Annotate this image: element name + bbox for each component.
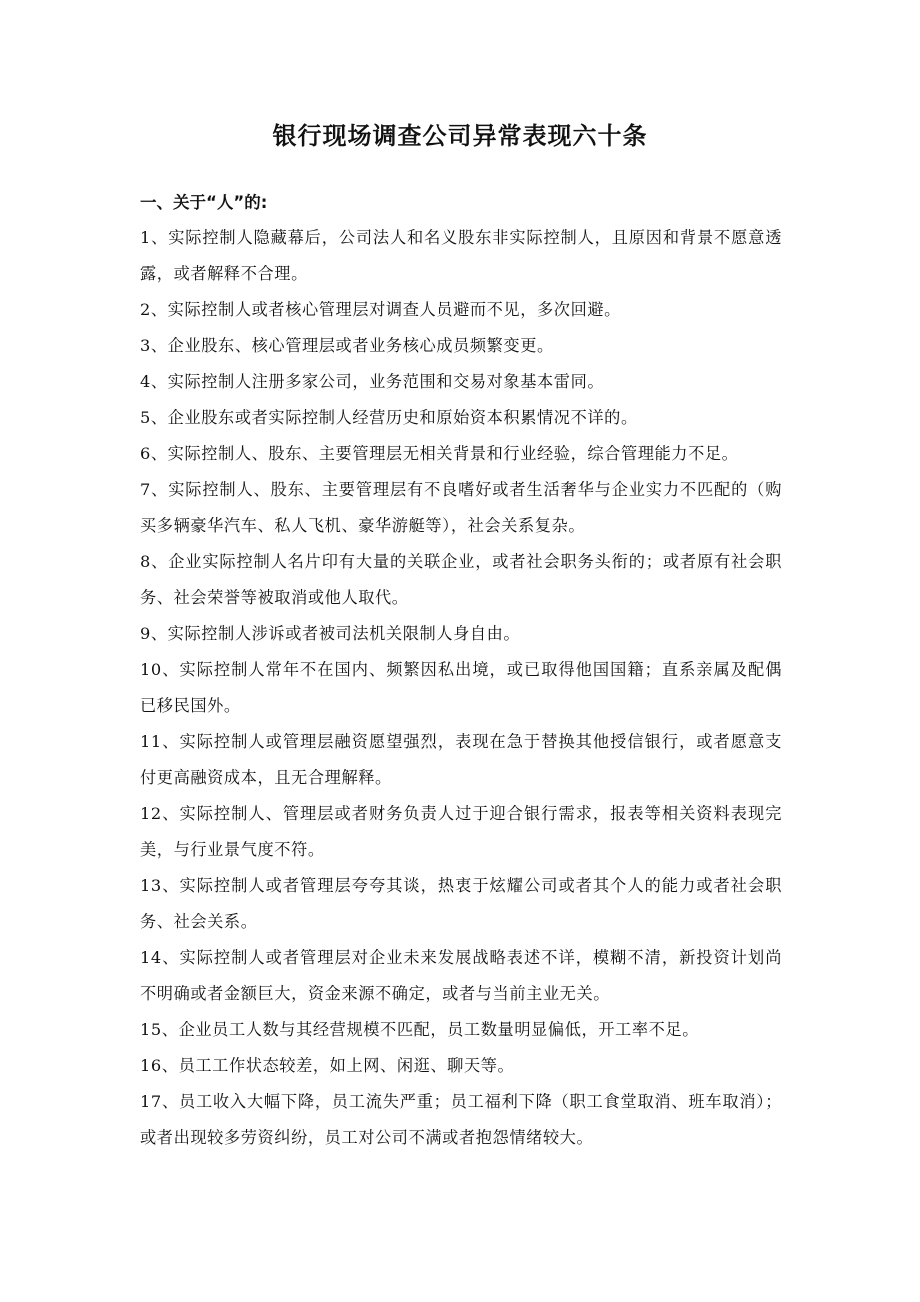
list-item: 10、实际控制人常年不在国内、频繁因私出境，或已取得他国国籍；直系亲属及配偶已移民国外。: [140, 660, 782, 715]
list-item: 1、实际控制人隐藏幕后，公司法人和名义股东非实际控制人，且原因和背景不愿意透露，或者解释不合理。: [140, 228, 782, 283]
list-item: 3、企业股东、核心管理层或者业务核心成员频繁变更。: [140, 336, 554, 355]
list-item: 2、实际控制人或者核心管理层对调查人员避而不见，多次回避。: [140, 300, 621, 319]
list-item: 16、员工工作状态较差，如上网、闲逛、聊天等。: [140, 1056, 515, 1075]
list-item: 5、企业股东或者实际控制人经营历史和原始资本积累情况不详的。: [140, 408, 638, 427]
list-item: 15、企业员工人数与其经营规模不匹配，员工数量明显偏低，开工率不足。: [140, 1020, 699, 1039]
section-heading: 一、关于“人”的:: [140, 193, 268, 212]
list-item: 11、实际控制人或管理层融资愿望强烈，表现在急于替换其他授信银行，或者愿意支付更高融资成本，且无合理解释。: [140, 732, 782, 787]
list-item: 14、实际控制人或者管理层对企业未来发展战略表述不详，模糊不清，新投资计划尚不明确或者金额巨大，资金来源不确定，或者与当前主业无关。: [140, 948, 782, 1003]
list-item: 8、企业实际控制人名片印有大量的关联企业，或者社会职务头衔的；或者原有社会职务、社会荣誉等被取消或他人取代。: [140, 552, 782, 607]
list-item: 7、实际控制人、股东、主要管理层有不良嗜好或者生活奢华与企业实力不匹配的（购买多辆豪华汽车、私人飞机、豪华游艇等），社会关系复杂。: [140, 480, 782, 535]
list-item: 6、实际控制人、股东、主要管理层无相关背景和行业经验，综合管理能力不足。: [140, 444, 739, 463]
list-item: 4、实际控制人注册多家公司，业务范围和交易对象基本雷同。: [140, 372, 605, 391]
list-item: 9、实际控制人涉诉或者被司法机关限制人身自由。: [140, 624, 521, 643]
list-item: 17、员工收入大幅下降，员工流失严重；员工福利下降（职工食堂取消、班车取消）；或者出现较多劳资纠纷，员工对公司不满或者抱怨情绪较大。: [140, 1092, 782, 1147]
document-title: 银行现场调查公司异常表现六十条: [272, 122, 648, 150]
list-item: 13、实际控制人或者管理层夸夸其谈，热衷于炫耀公司或者其个人的能力或者社会职务、社会关系。: [140, 876, 782, 931]
list-item: 12、实际控制人、管理层或者财务负责人过于迎合银行需求，报表等相关资料表现完美，与行业景气度不符。: [140, 804, 782, 859]
item-list: [140, 220, 782, 1156]
